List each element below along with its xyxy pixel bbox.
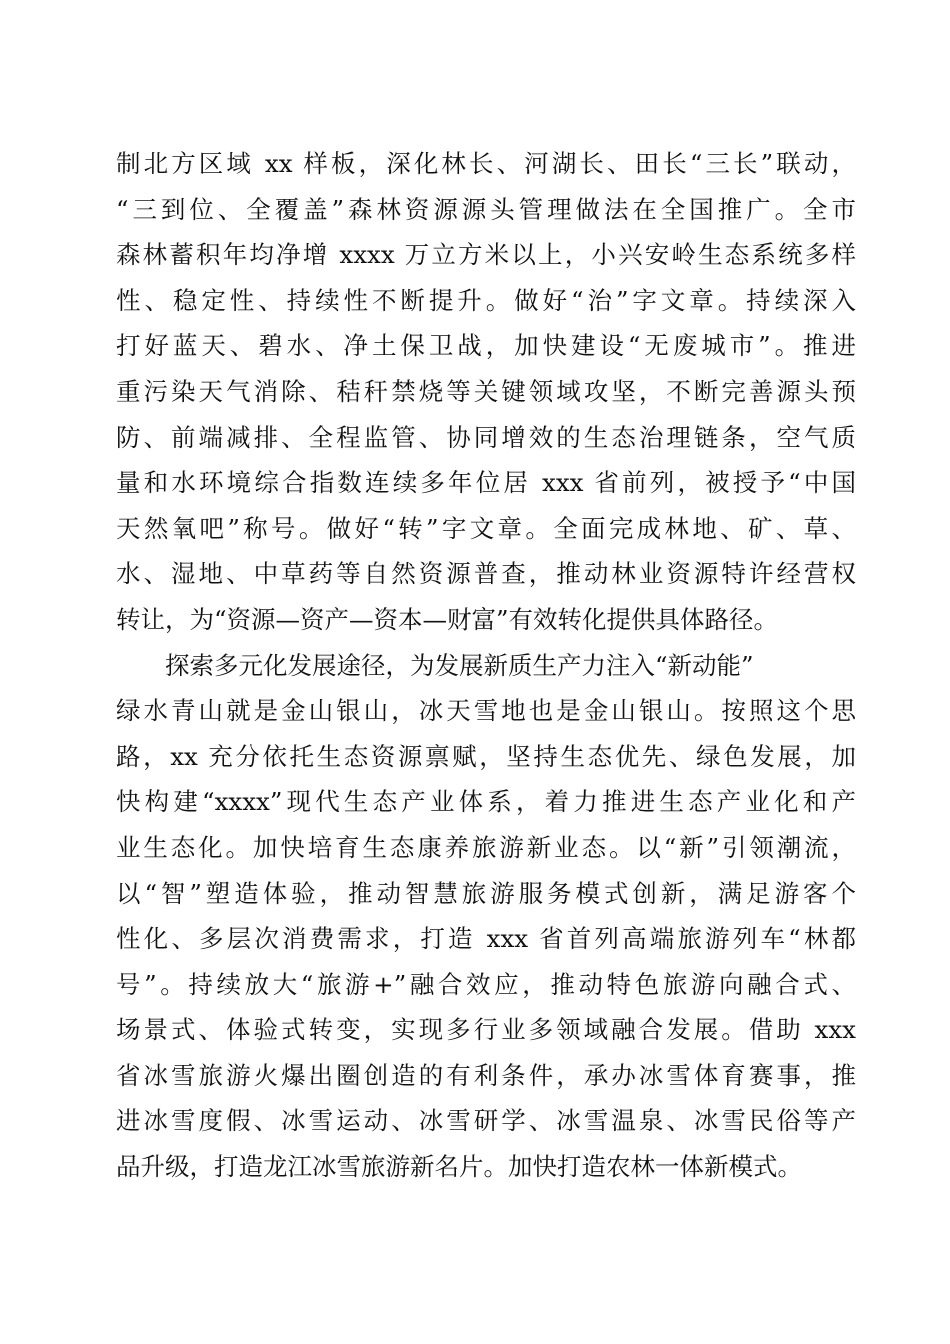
text-line: 省冰雪旅游火爆出圈创造的有利条件，承办冰雪体育赛事，推: [116, 1060, 856, 1090]
text-line: 量和水环境综合指数连续多年位居 xxx 省前列，被授予“中国: [116, 468, 856, 498]
text-line: 森林蓄积年均净增 xxxx 万立方米以上，小兴安岭生态系统多样: [116, 240, 856, 270]
text-line: 路，xx 充分依托生态资源禀赋，坚持生态优先、绿色发展，加: [116, 741, 856, 771]
text-line: “三到位、全覆盖”森林资源源头管理做法在全国推广。全市: [116, 194, 856, 224]
paragraph-1: [116, 141, 856, 643]
text-line: 业生态化。加快培育生态康养旅游新业态。以“新”引领潮流，: [116, 832, 856, 862]
paragraph-2: [116, 643, 856, 1190]
text-line: 快构建“xxxx”现代生态产业体系，着力推进生态产业化和产: [116, 787, 856, 817]
text-line: 天然氧吧”称号。做好“转”字文章。全面完成林地、矿、草、: [116, 513, 856, 543]
text-line: 号”。持续放大“旅游+”融合效应，推动特色旅游向融合式、: [116, 969, 856, 999]
text-line: 制北方区域 xx 样板，深化林长、河湖长、田长“三长”联动，: [116, 149, 856, 178]
text-line: 进冰雪度假、冰雪运动、冰雪研学、冰雪温泉、冰雪民俗等产: [116, 1106, 856, 1136]
body-text: [116, 141, 856, 1190]
text-line: 性、稳定性、持续性不断提升。做好“治”字文章。持续深入: [116, 285, 856, 315]
text-line: 性化、多层次消费需求，打造 xxx 省首列高端旅游列车“林都: [116, 924, 856, 954]
text-line: 水、湿地、中草药等自然资源普查，推动林业资源特许经营权: [116, 559, 856, 589]
text-line: 重污染天气消除、秸秆禁烧等关键领域攻坚，不断完善源头预: [116, 376, 856, 406]
text-line: 以“智”塑造体验，推动智慧旅游服务模式创新，满足游客个: [116, 878, 856, 908]
text-line: 品升级，打造龙江冰雪旅游新名片。加快打造农林一体新模式。: [116, 1152, 802, 1182]
text-line: 防、前端减排、全程监管、协同增效的生态治理链条，空气质: [116, 422, 856, 452]
text-line: 转让，为“资源—资产—资本—财富”有效转化提供具体路径。: [116, 604, 779, 634]
text-line: 打好蓝天、碧水、净土保卫战，加快建设“无废城市”。推进: [116, 331, 856, 361]
section-heading: 探索多元化发展途径，为发展新质生产力注入“新动能”: [165, 650, 754, 680]
text-line: 绿水青山就是金山银山，冰天雪地也是金山银山。按照这个思: [116, 696, 856, 726]
text-line: 场景式、体验式转变，实现多行业多领域融合发展。借助 xxx: [116, 1015, 856, 1045]
